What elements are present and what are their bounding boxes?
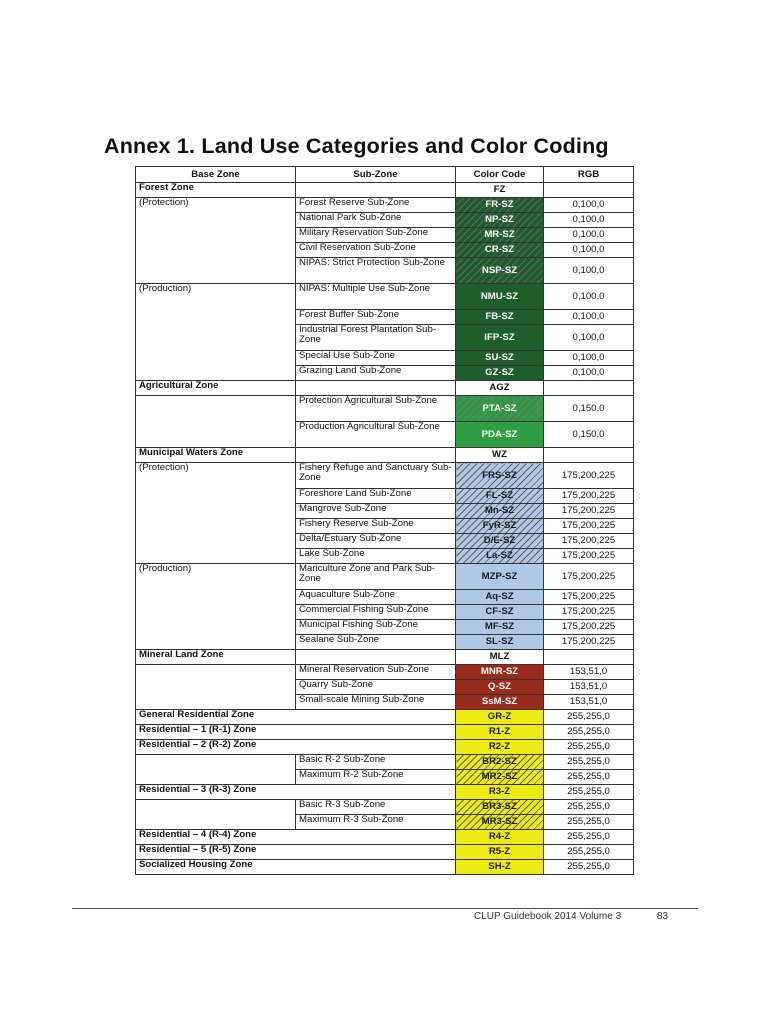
sub-zone-cell: NIPAS: Multiple Use Sub-Zone [296, 284, 456, 310]
rgb-cell: 175,200,225 [544, 564, 634, 590]
color-code-cell: MR2-SZ [456, 770, 544, 785]
rgb-cell: 0,100,0 [544, 198, 634, 213]
land-use-table [135, 166, 634, 875]
rgb-cell: 0,150,0 [544, 396, 634, 422]
color-code-cell: MZP-SZ [456, 564, 544, 590]
color-code-cell: FyR-SZ [456, 519, 544, 534]
rgb-cell: 255,255,0 [544, 740, 634, 755]
rgb-cell: 175,200,225 [544, 519, 634, 534]
base-zone-cell: Residential – 1 (R-1) Zone [136, 725, 456, 740]
rgb-cell: 175,200,225 [544, 635, 634, 650]
table-row [136, 396, 634, 422]
sub-zone-cell: Small-scale Mining Sub-Zone [296, 695, 456, 710]
table-row [136, 463, 634, 489]
base-zone-cell: Residential – 2 (R-2) Zone [136, 740, 456, 755]
color-code-cell: BR3-SZ [456, 800, 544, 815]
color-code-cell: BR2-SZ [456, 755, 544, 770]
table-row [136, 725, 634, 740]
color-code-cell: MF-SZ [456, 620, 544, 635]
sub-zone-cell: Mineral Reservation Sub-Zone [296, 665, 456, 680]
rgb-cell: 255,255,0 [544, 785, 634, 800]
rgb-cell: 0,100,0 [544, 284, 634, 310]
color-code-cell: MR3-SZ [456, 815, 544, 830]
color-code-cell: PDA-SZ [456, 422, 544, 448]
sub-zone-cell: Military Reservation Sub-Zone [296, 228, 456, 243]
sub-zone-cell: Forest Reserve Sub-Zone [296, 198, 456, 213]
sub-zone-cell [296, 448, 456, 463]
color-code-cell: SsM-SZ [456, 695, 544, 710]
rgb-cell: 175,200,225 [544, 590, 634, 605]
sub-zone-cell: Forest Buffer Sub-Zone [296, 310, 456, 325]
sub-zone-cell: Aquaculture Sub-Zone [296, 590, 456, 605]
table-row [136, 845, 634, 860]
color-code-cell: FZ [456, 183, 544, 198]
color-code-cell: Mn-SZ [456, 504, 544, 519]
sub-zone-cell: NIPAS: Strict Protection Sub-Zone [296, 258, 456, 284]
base-zone-cell [136, 755, 296, 785]
table-row [136, 564, 634, 590]
rgb-cell: 255,255,0 [544, 830, 634, 845]
color-code-cell: WZ [456, 448, 544, 463]
base-zone-cell: Socialized Housing Zone [136, 860, 456, 875]
sub-zone-cell: Protection Agricultural Sub-Zone [296, 396, 456, 422]
table-row [136, 284, 634, 310]
rgb-cell: 153,51,0 [544, 665, 634, 680]
base-zone-cell [136, 665, 296, 710]
table-row [136, 381, 634, 396]
rgb-cell: 255,255,0 [544, 725, 634, 740]
base-zone-cell: Mineral Land Zone [136, 650, 296, 665]
rgb-cell: 0,100,0 [544, 325, 634, 351]
sub-zone-cell: Production Agricultural Sub-Zone [296, 422, 456, 448]
table-row [136, 448, 634, 463]
color-code-cell: R5-Z [456, 845, 544, 860]
rgb-cell: 255,255,0 [544, 845, 634, 860]
rgb-cell [544, 183, 634, 198]
sub-zone-cell: Foreshore Land Sub-Zone [296, 489, 456, 504]
color-code-cell: NMU-SZ [456, 284, 544, 310]
header-sub-zone: Sub-Zone [296, 167, 456, 183]
sub-zone-cell: Civil Reservation Sub-Zone [296, 243, 456, 258]
rgb-cell: 0,100,0 [544, 243, 634, 258]
base-zone-cell: (Protection) [136, 198, 296, 284]
base-zone-cell: Agricultural Zone [136, 381, 296, 396]
color-code-cell: R3-Z [456, 785, 544, 800]
header-color-code: Color Code [456, 167, 544, 183]
color-code-cell: GR-Z [456, 710, 544, 725]
sub-zone-cell: Basic R-2 Sub-Zone [296, 755, 456, 770]
color-code-cell: SH-Z [456, 860, 544, 875]
rgb-cell: 0,100,0 [544, 310, 634, 325]
color-code-cell: FRS-SZ [456, 463, 544, 489]
page-number: 83 [657, 911, 669, 922]
sub-zone-cell: Commercial Fishing Sub-Zone [296, 605, 456, 620]
rgb-cell: 175,200,225 [544, 463, 634, 489]
color-code-cell: IFP-SZ [456, 325, 544, 351]
color-code-cell: Q-SZ [456, 680, 544, 695]
rgb-cell: 255,255,0 [544, 860, 634, 875]
base-zone-cell: (Production) [136, 284, 296, 381]
sub-zone-cell: Maximum R-2 Sub-Zone [296, 770, 456, 785]
rgb-cell: 0,100,0 [544, 228, 634, 243]
rgb-cell: 0,150,0 [544, 422, 634, 448]
color-code-cell: FL-SZ [456, 489, 544, 504]
color-code-cell: NP-SZ [456, 213, 544, 228]
table-row [136, 665, 634, 680]
rgb-cell: 255,255,0 [544, 710, 634, 725]
table-row [136, 830, 634, 845]
rgb-cell: 175,200,225 [544, 489, 634, 504]
base-zone-cell [136, 396, 296, 448]
base-zone-cell: Residential – 4 (R-4) Zone [136, 830, 456, 845]
sub-zone-cell: Mariculture Zone and Park Sub-Zone [296, 564, 456, 590]
color-code-cell: MR-SZ [456, 228, 544, 243]
color-code-cell: CR-SZ [456, 243, 544, 258]
rgb-cell: 255,255,0 [544, 800, 634, 815]
color-code-cell: CF-SZ [456, 605, 544, 620]
rgb-cell [544, 381, 634, 396]
base-zone-cell: Municipal Waters Zone [136, 448, 296, 463]
color-code-cell: R4-Z [456, 830, 544, 845]
footer-source: CLUP Guidebook 2014 Volume 3 [474, 911, 622, 922]
sub-zone-cell: Fishery Refuge and Sanctuary Sub-Zone [296, 463, 456, 489]
rgb-cell: 0,100,0 [544, 351, 634, 366]
table-row [136, 650, 634, 665]
sub-zone-cell [296, 381, 456, 396]
sub-zone-cell: Sealane Sub-Zone [296, 635, 456, 650]
sub-zone-cell: Municipal Fishing Sub-Zone [296, 620, 456, 635]
table-row [136, 198, 634, 213]
sub-zone-cell: Lake Sub-Zone [296, 549, 456, 564]
color-code-cell: NSP-SZ [456, 258, 544, 284]
sub-zone-cell: Industrial Forest Plantation Sub-Zone [296, 325, 456, 351]
footer-divider [72, 908, 698, 909]
rgb-cell: 175,200,225 [544, 549, 634, 564]
rgb-cell [544, 448, 634, 463]
sub-zone-cell: Fishery Reserve Sub-Zone [296, 519, 456, 534]
base-zone-cell: Residential – 3 (R-3) Zone [136, 785, 456, 800]
color-code-cell: FR-SZ [456, 198, 544, 213]
rgb-cell: 0,100,0 [544, 258, 634, 284]
base-zone-cell: (Production) [136, 564, 296, 650]
sub-zone-cell: Basic R-3 Sub-Zone [296, 800, 456, 815]
rgb-cell: 175,200,225 [544, 534, 634, 549]
color-code-cell: AGZ [456, 381, 544, 396]
header-rgb: RGB [544, 167, 634, 183]
base-zone-cell: General Residential Zone [136, 710, 456, 725]
rgb-cell: 175,200,225 [544, 620, 634, 635]
rgb-cell: 255,255,0 [544, 770, 634, 785]
header-base-zone: Base Zone [136, 167, 296, 183]
table-row [136, 800, 634, 815]
base-zone-cell [136, 800, 296, 830]
sub-zone-cell: Grazing Land Sub-Zone [296, 366, 456, 381]
sub-zone-cell: Quarry Sub-Zone [296, 680, 456, 695]
color-code-cell: MNR-SZ [456, 665, 544, 680]
rgb-cell: 153,51,0 [544, 680, 634, 695]
rgb-cell: 153,51,0 [544, 695, 634, 710]
base-zone-cell: Forest Zone [136, 183, 296, 198]
color-code-cell: R1-Z [456, 725, 544, 740]
sub-zone-cell: Special Use Sub-Zone [296, 351, 456, 366]
color-code-cell: PTA-SZ [456, 396, 544, 422]
table-row [136, 710, 634, 725]
rgb-cell [544, 650, 634, 665]
page-title: Annex 1. Land Use Categories and Color Coding [104, 134, 609, 158]
table-row [136, 740, 634, 755]
color-code-cell: GZ-SZ [456, 366, 544, 381]
rgb-cell: 175,200,225 [544, 504, 634, 519]
color-code-cell: Aq-SZ [456, 590, 544, 605]
color-code-cell: La-SZ [456, 549, 544, 564]
table-row [136, 785, 634, 800]
rgb-cell: 0,100,0 [544, 213, 634, 228]
rgb-cell: 175,200,225 [544, 605, 634, 620]
color-code-cell: R2-Z [456, 740, 544, 755]
color-code-cell: SL-SZ [456, 635, 544, 650]
sub-zone-cell: Maximum R-3 Sub-Zone [296, 815, 456, 830]
sub-zone-cell: Delta/Estuary Sub-Zone [296, 534, 456, 549]
base-zone-cell: Residential – 5 (R-5) Zone [136, 845, 456, 860]
color-code-cell: FB-SZ [456, 310, 544, 325]
color-code-cell: SU-SZ [456, 351, 544, 366]
sub-zone-cell: Mangrove Sub-Zone [296, 504, 456, 519]
table-header-row [136, 167, 634, 183]
table-row [136, 755, 634, 770]
rgb-cell: 255,255,0 [544, 755, 634, 770]
rgb-cell: 255,255,0 [544, 815, 634, 830]
sub-zone-cell: National Park Sub-Zone [296, 213, 456, 228]
color-code-cell: MLZ [456, 650, 544, 665]
color-code-cell: D/E-SZ [456, 534, 544, 549]
rgb-cell: 0,100,0 [544, 366, 634, 381]
sub-zone-cell [296, 650, 456, 665]
sub-zone-cell [296, 183, 456, 198]
table-row [136, 860, 634, 875]
table-row [136, 183, 634, 198]
base-zone-cell: (Protection) [136, 463, 296, 564]
